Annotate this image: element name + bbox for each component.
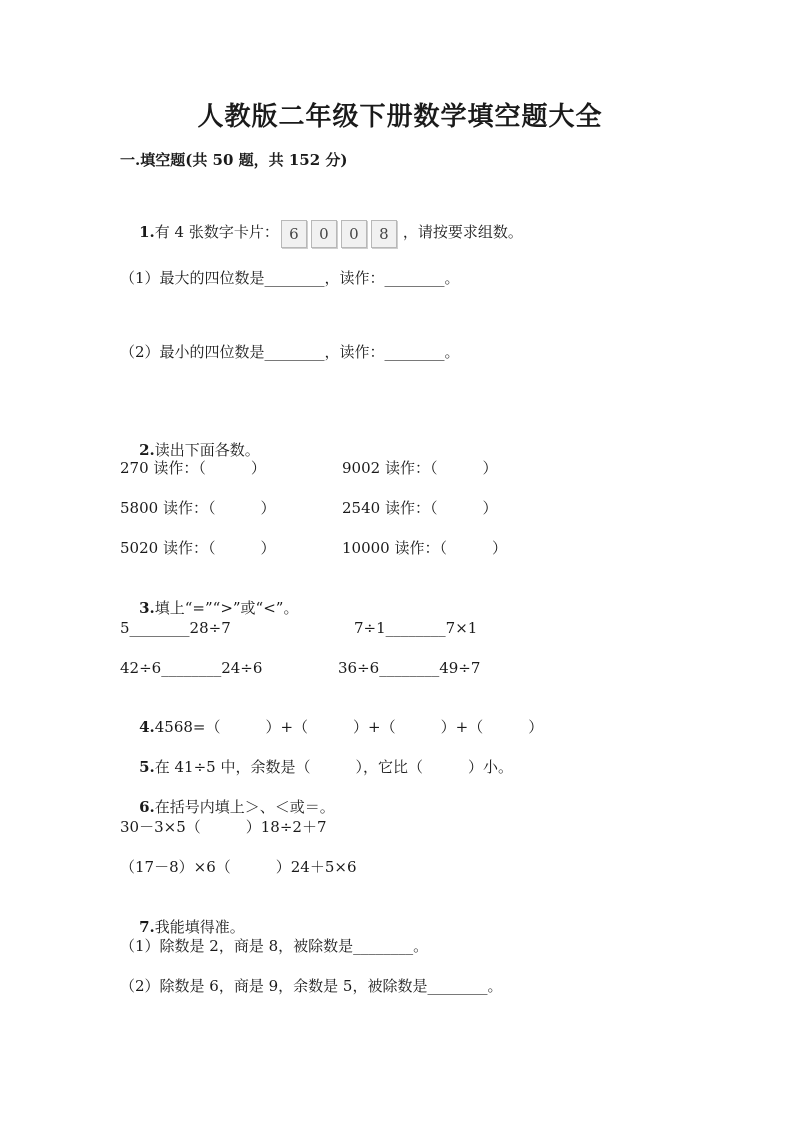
digit-card: 0 bbox=[311, 220, 337, 248]
question-1 bbox=[120, 187, 523, 278]
question-number: 5. bbox=[139, 758, 155, 776]
question-7-part-1: （1）除数是 2，商是 8，被除数是________。 bbox=[120, 937, 429, 955]
reading-item: 9002 读作：（ ） bbox=[342, 459, 498, 477]
question-number: 4. bbox=[139, 718, 155, 736]
digit-cards bbox=[281, 218, 401, 248]
question-text: 4568=（ ）+（ ）+（ ）+（ ） bbox=[154, 718, 544, 736]
reading-item: 2540 读作：（ ） bbox=[342, 499, 498, 517]
question-text: 我能填得准。 bbox=[154, 918, 245, 936]
question-text: 填上“=”“>”或“<”。 bbox=[154, 599, 299, 617]
question-text: 读出下面各数。 bbox=[154, 441, 260, 459]
digit-card: 0 bbox=[341, 220, 367, 248]
question-number: 2. bbox=[139, 441, 155, 459]
question-number: 3. bbox=[139, 599, 155, 617]
compare-item: 5________28÷7 bbox=[120, 619, 231, 637]
reading-item: 10000 读作：（ ） bbox=[342, 539, 507, 557]
digit-card: 8 bbox=[371, 220, 397, 248]
question-1-part-1: （1）最大的四位数是________，读作：________。 bbox=[120, 269, 460, 287]
question-text: 在 41÷5 中，余数是（ ），它比（ ）小。 bbox=[154, 758, 513, 776]
compare-item: （17－8）×6（ ）24＋5×6 bbox=[120, 858, 357, 876]
question-number: 6. bbox=[139, 798, 155, 816]
question-1-part-2: （2）最小的四位数是________，读作：________。 bbox=[120, 343, 460, 361]
compare-item: 36÷6________49÷7 bbox=[338, 659, 481, 677]
reading-item: 5020 读作：（ ） bbox=[120, 539, 276, 557]
compare-item: 42÷6________24÷6 bbox=[120, 659, 263, 677]
reading-item: 270 读作：（ ） bbox=[120, 459, 266, 477]
question-7-part-2: （2）除数是 6，商是 9，余数是 5，被除数是________。 bbox=[120, 977, 503, 995]
question-text: 在括号内填上＞、＜或＝。 bbox=[154, 798, 335, 816]
question-text: 有 4 张数字卡片： bbox=[154, 223, 279, 241]
question-text: ，请按要求组数。 bbox=[402, 223, 523, 241]
page-title: 人教版二年级下册数学填空题大全 bbox=[197, 102, 603, 132]
reading-item: 5800 读作：（ ） bbox=[120, 499, 276, 517]
compare-item: 30－3×5（ ）18÷2＋7 bbox=[120, 818, 327, 836]
question-number: 1. bbox=[139, 223, 155, 241]
question-number: 7. bbox=[139, 918, 155, 936]
section-heading: 一.填空题(共 50 题，共 152 分) bbox=[120, 151, 348, 169]
digit-card: 6 bbox=[281, 220, 307, 248]
compare-item: 7÷1________7×1 bbox=[354, 619, 478, 637]
